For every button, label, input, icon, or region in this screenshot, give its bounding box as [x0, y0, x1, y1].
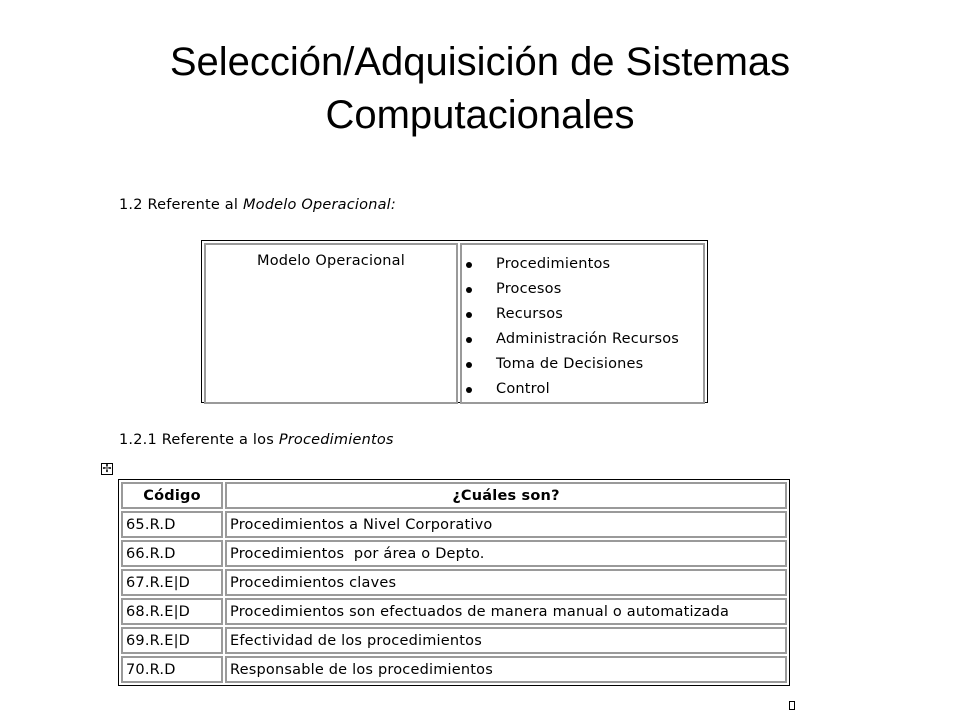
bullet-icon [466, 312, 472, 318]
modelo-items-list [464, 252, 703, 402]
list-item [464, 327, 703, 352]
list-item [464, 302, 703, 327]
modelo-operacional-label: Modelo Operacional [257, 253, 405, 269]
slide-title-line-1: Selección/Adquisición de Sistemas [169, 40, 791, 84]
slide-title [0, 36, 960, 142]
list-item-label: Toma de Decisiones [496, 356, 644, 372]
cell-codigo: 65.R.D [121, 511, 223, 538]
table-row [121, 598, 787, 625]
table-row [121, 511, 787, 538]
column-header-cuales: ¿Cuáles son? [225, 482, 787, 509]
section-heading-italic: Modelo Operacional: [242, 197, 396, 213]
list-item [464, 352, 703, 377]
modelo-operacional-cell [204, 243, 458, 404]
bullet-icon [466, 362, 472, 368]
list-item [464, 277, 703, 302]
cell-descripcion: Procedimientos claves [225, 569, 787, 596]
bullet-icon [466, 287, 472, 293]
procedimientos-table [118, 479, 790, 686]
table-row [121, 656, 787, 683]
cell-codigo: 68.R.E|D [121, 598, 223, 625]
table-move-handle-icon[interactable]: ✢ [102, 462, 112, 475]
section-heading-procedimientos [119, 432, 394, 448]
modelo-operacional-table [201, 240, 708, 403]
table-row [121, 540, 787, 567]
table-resize-handle-icon[interactable] [789, 701, 795, 710]
cell-codigo: 70.R.D [121, 656, 223, 683]
cell-codigo: 66.R.D [121, 540, 223, 567]
cell-descripcion: Procedimientos por área o Depto. [225, 540, 787, 567]
list-item-label: Control [496, 381, 550, 397]
list-item-label: Recursos [496, 306, 564, 322]
modelo-items-cell [460, 243, 705, 404]
list-item-label: Procedimientos [496, 256, 611, 272]
cell-descripcion: Procedimientos a Nivel Corporativo [225, 511, 787, 538]
table-row [121, 627, 787, 654]
cell-codigo: 69.R.E|D [121, 627, 223, 654]
section-heading-modelo [119, 197, 396, 213]
list-item-label: Administración Recursos [496, 331, 680, 347]
cell-descripcion: Responsable de los procedimientos [225, 656, 787, 683]
list-item [464, 252, 703, 277]
cell-descripcion: Procedimientos son efectuados de manera manual o automatizada [225, 598, 787, 625]
slide-title-line-2: Computacionales [325, 93, 635, 137]
list-item [464, 377, 703, 402]
table-row [121, 569, 787, 596]
cell-codigo: 67.R.E|D [121, 569, 223, 596]
section-heading-prefix: 1.2.1 Referente a los [119, 432, 279, 448]
column-header-codigo: Código [121, 482, 223, 509]
table-header-row [121, 482, 787, 509]
bullet-icon [466, 262, 472, 268]
bullet-icon [466, 337, 472, 343]
list-item-label: Procesos [496, 281, 562, 297]
cell-descripcion: Efectividad de los procedimientos [225, 627, 787, 654]
bullet-icon [466, 387, 472, 393]
section-heading-prefix: 1.2 Referente al [119, 197, 243, 213]
section-heading-italic: Procedimientos [278, 432, 394, 448]
